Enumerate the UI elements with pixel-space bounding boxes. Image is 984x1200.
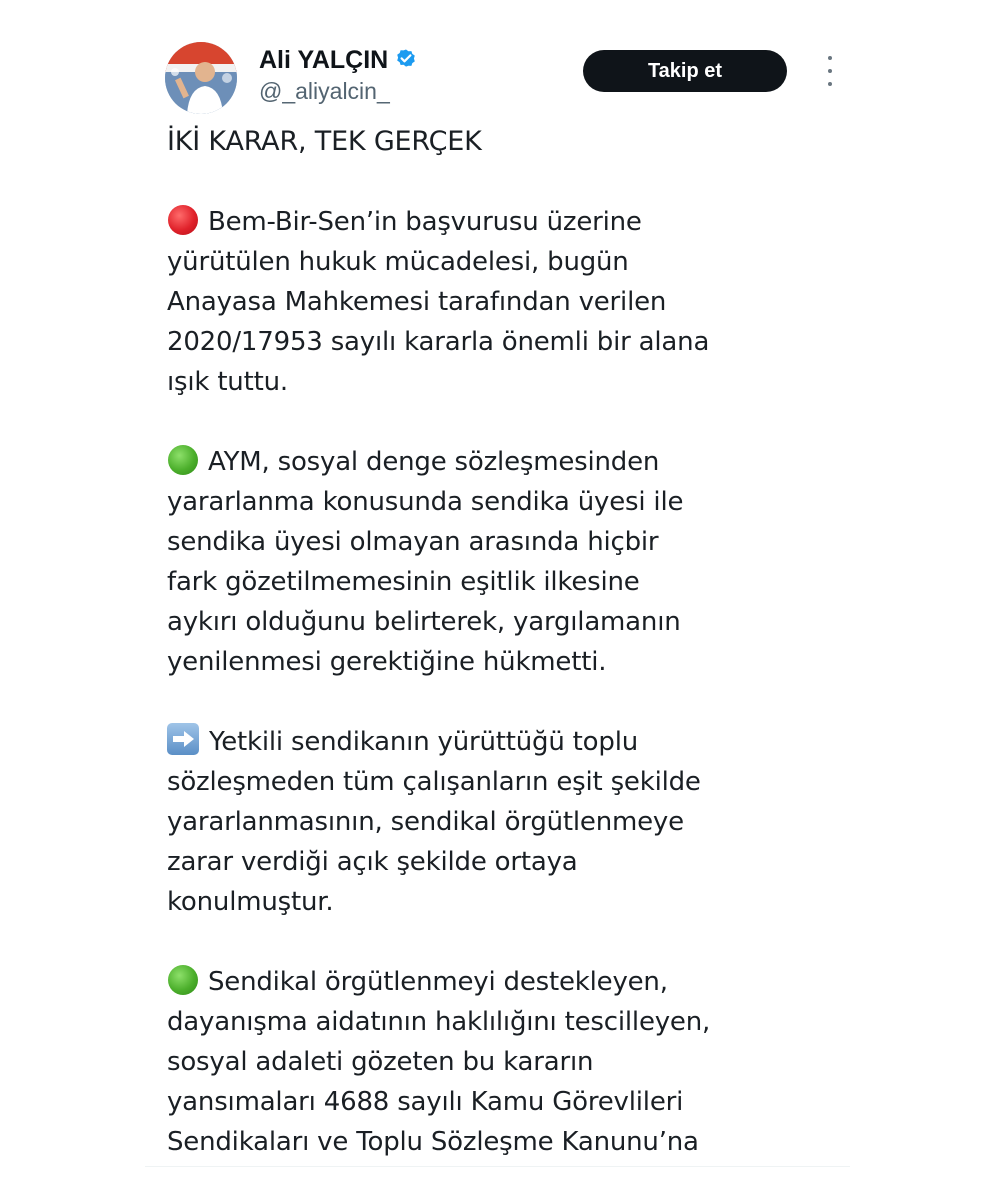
text-line: yürütülen hukuk mücadelesi, bugün bbox=[167, 247, 629, 277]
text-line: fark gözetilmemesinin eşitlik ilkesine bbox=[167, 567, 640, 597]
tweet-header bbox=[165, 42, 855, 114]
tweet-paragraph-2 bbox=[167, 442, 847, 682]
text-line: Anayasa Mahkemesi tarafından verilen bbox=[167, 287, 667, 317]
avatar-image bbox=[165, 42, 237, 114]
text-line: konulmuştur. bbox=[167, 887, 334, 917]
text-line: yansımaları 4688 sayılı Kamu Görevlileri bbox=[167, 1087, 684, 1117]
text-line: zarar verdiği açık şekilde ortaya bbox=[167, 847, 578, 877]
follow-button[interactable]: Takip et bbox=[583, 50, 787, 92]
author-names bbox=[259, 44, 418, 105]
bottom-divider bbox=[145, 1166, 850, 1167]
text-line: sosyal adaleti gözeten bu kararın bbox=[167, 1047, 594, 1077]
text-line: dayanışma aidatının haklılığını tescilleyen, bbox=[167, 1007, 711, 1037]
tweet-paragraph-3 bbox=[167, 722, 847, 922]
tweet-text bbox=[167, 122, 847, 1168]
red-circle-icon bbox=[168, 205, 198, 235]
more-options-icon[interactable] bbox=[823, 56, 837, 86]
green-circle-icon bbox=[168, 445, 198, 475]
display-name-row bbox=[259, 44, 418, 76]
text-line: sözleşmeden tüm çalışanların eşit şekilde bbox=[167, 767, 701, 797]
tweet-paragraph-1 bbox=[167, 202, 847, 402]
text-line: yenilenmesi gerektiğine hükmetti. bbox=[167, 647, 607, 677]
verified-badge-icon bbox=[394, 48, 418, 72]
text-line: Bem-Bir-Sen’in başvurusu üzerine bbox=[167, 202, 847, 242]
display-name[interactable]: Ali YALÇIN bbox=[259, 45, 389, 74]
text-line: sendika üyesi olmayan arasında hiçbir bbox=[167, 527, 659, 557]
text-line: yararlanma konusunda sendika üyesi ile bbox=[167, 487, 684, 517]
text-line: yararlanmasının, sendikal örgütlenmeye bbox=[167, 807, 684, 837]
author-handle[interactable]: @_aliyalcin_ bbox=[259, 78, 390, 104]
text-line: Sendikaları ve Toplu Sözleşme Kanunu’na bbox=[167, 1127, 699, 1157]
text-line: Yetkili sendikanın yürüttüğü toplu bbox=[167, 722, 847, 762]
arrow-right-icon bbox=[167, 723, 199, 755]
text-line: AYM, sosyal denge sözleşmesinden bbox=[167, 442, 847, 482]
green-circle-icon bbox=[168, 965, 198, 995]
tweet-paragraph-4 bbox=[167, 962, 847, 1162]
text-line: Sendikal örgütlenmeyi destekleyen, bbox=[167, 962, 847, 1002]
tweet-card bbox=[145, 28, 855, 1168]
text-line: 2020/17953 sayılı kararla önemli bir alana bbox=[167, 327, 710, 357]
avatar[interactable] bbox=[165, 42, 237, 114]
text-line: ışık tuttu. bbox=[167, 367, 288, 397]
tweet-title: İKİ KARAR, TEK GERÇEK bbox=[167, 126, 482, 157]
text-line: aykırı olduğunu belirterek, yargılamanın bbox=[167, 607, 681, 637]
